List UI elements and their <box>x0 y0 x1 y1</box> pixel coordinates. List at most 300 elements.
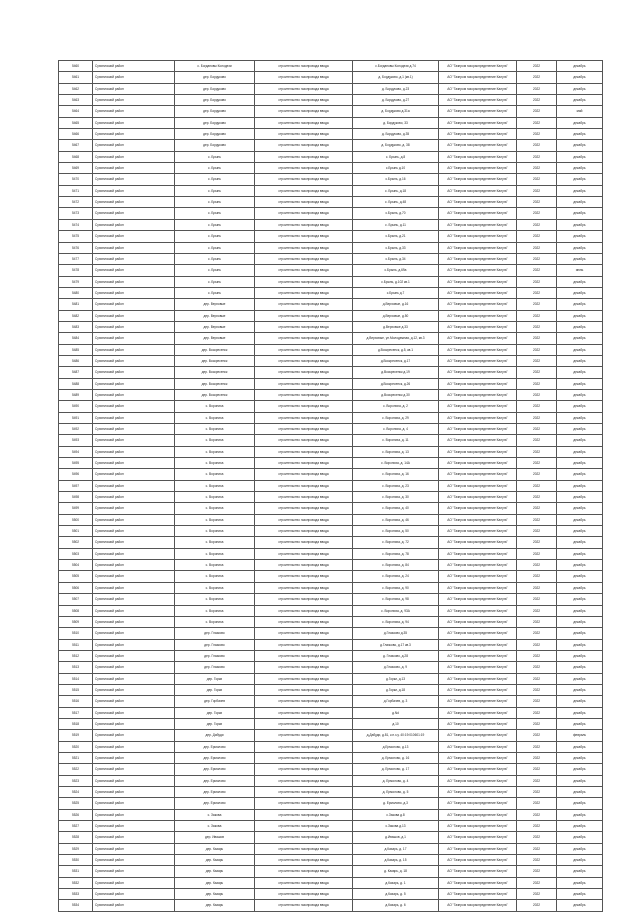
settlement-cell: дер. Глазково <box>175 628 255 639</box>
organization-cell: АО "Газпром газораспределение Калуга" <box>439 208 517 219</box>
month-cell: декабрь <box>557 900 603 911</box>
work-type-cell: строительство газопровода ввода <box>255 696 353 707</box>
address-cell: с.Брынь, д.70 <box>353 208 439 219</box>
month-cell: декабрь <box>557 696 603 707</box>
organization-cell: АО "Газпром газораспределение Калуга" <box>439 140 517 151</box>
district-cell: Сухиничский район <box>93 253 175 264</box>
year-cell: 2022 <box>517 639 557 650</box>
table-row <box>59 798 603 809</box>
address-cell: д.Казарь, д. 5 <box>353 889 439 900</box>
organization-cell: АО "Газпром газораспределение Калуга" <box>439 72 517 83</box>
organization-cell: АО "Газпром газораспределение Калуга" <box>439 832 517 843</box>
organization-cell: АО "Газпром газораспределение Калуга" <box>439 412 517 423</box>
year-cell: 2022 <box>517 95 557 106</box>
address-cell: д.Глазково д.35 <box>353 628 439 639</box>
year-cell: 2022 <box>517 866 557 877</box>
row-number-cell: 5493 <box>59 435 93 446</box>
table-row <box>59 129 603 140</box>
organization-cell: АО "Газпром газораспределение Калуга" <box>439 197 517 208</box>
district-cell: Сухиничский район <box>93 616 175 627</box>
year-cell: 2022 <box>517 231 557 242</box>
district-cell: Сухиничский район <box>93 764 175 775</box>
work-type-cell: строительство газопровода ввода <box>255 287 353 298</box>
organization-cell: АО "Газпром газораспределение Калуга" <box>439 673 517 684</box>
row-number-cell: 5512 <box>59 650 93 661</box>
month-cell: декабрь <box>557 412 603 423</box>
year-cell: 2022 <box>517 492 557 503</box>
row-number-cell: 5531 <box>59 866 93 877</box>
row-number-cell: 5490 <box>59 401 93 412</box>
organization-cell: АО "Газпром газораспределение Калуга" <box>439 560 517 571</box>
work-type-cell: строительство газопровода ввода <box>255 764 353 775</box>
month-cell: декабрь <box>557 707 603 718</box>
row-number-cell: 5504 <box>59 560 93 571</box>
year-cell: 2022 <box>517 809 557 820</box>
address-cell: с. Ворониха, д. 72 <box>353 537 439 548</box>
address-cell: д.Глазково, д.17 кв.3 <box>353 639 439 650</box>
row-number-cell: 5510 <box>59 628 93 639</box>
row-number-cell: 5498 <box>59 492 93 503</box>
year-cell: 2022 <box>517 106 557 117</box>
settlement-cell: с. Ворониха <box>175 594 255 605</box>
table-row <box>59 616 603 627</box>
table-row <box>59 185 603 196</box>
month-cell: декабрь <box>557 775 603 786</box>
row-number-cell: 5465 <box>59 117 93 128</box>
table-row <box>59 639 603 650</box>
row-number-cell: 5486 <box>59 355 93 366</box>
month-cell: декабрь <box>557 401 603 412</box>
district-cell: Сухиничский район <box>93 582 175 593</box>
table-row <box>59 662 603 673</box>
organization-cell: АО "Газпром газораспределение Калуга" <box>439 321 517 332</box>
year-cell: 2022 <box>517 843 557 854</box>
table-row <box>59 492 603 503</box>
organization-cell: АО "Газпром газораспределение Калуга" <box>439 344 517 355</box>
organization-cell: АО "Газпром газораспределение Калуга" <box>439 741 517 752</box>
work-type-cell: строительство газопровода ввода <box>255 61 353 72</box>
month-cell: декабрь <box>557 616 603 627</box>
month-cell: декабрь <box>557 889 603 900</box>
year-cell: 2022 <box>517 537 557 548</box>
row-number-cell: 5472 <box>59 197 93 208</box>
settlement-cell: с. Ворониха <box>175 401 255 412</box>
settlement-cell: дер. Глазково <box>175 650 255 661</box>
table-row <box>59 265 603 276</box>
organization-cell: АО "Газпром газораспределение Калуга" <box>439 492 517 503</box>
settlement-cell: с. Закова <box>175 821 255 832</box>
work-type-cell: строительство газопровода ввода <box>255 741 353 752</box>
settlement-cell: дер. Бордуково <box>175 129 255 140</box>
work-type-cell: строительство газопровода ввода <box>255 265 353 276</box>
organization-cell: АО "Газпром газораспределение Калуга" <box>439 662 517 673</box>
work-type-cell: строительство газопровода ввода <box>255 730 353 741</box>
organization-cell: АО "Газпром газораспределение Калуга" <box>439 378 517 389</box>
row-number-cell: 5511 <box>59 639 93 650</box>
settlement-cell: дер. Ермолово <box>175 764 255 775</box>
month-cell: декабрь <box>557 446 603 457</box>
district-cell: Сухиничский район <box>93 821 175 832</box>
address-cell: д. Ермолово, д. 16 <box>353 752 439 763</box>
row-number-cell: 5516 <box>59 696 93 707</box>
district-cell: Сухиничский район <box>93 299 175 310</box>
district-cell: Сухиничский район <box>93 514 175 525</box>
settlement-cell: с. Брынь <box>175 174 255 185</box>
organization-cell: АО "Газпром газораспределение Калуга" <box>439 775 517 786</box>
work-type-cell: строительство газопровода ввода <box>255 276 353 287</box>
district-cell: Сухиничский район <box>93 129 175 140</box>
table-row <box>59 276 603 287</box>
work-type-cell: строительство газопровода ввода <box>255 900 353 911</box>
work-type-cell: строительство газопровода ввода <box>255 299 353 310</box>
work-type-cell: строительство газопровода ввода <box>255 446 353 457</box>
organization-cell: АО "Газпром газораспределение Калуга" <box>439 174 517 185</box>
year-cell: 2022 <box>517 832 557 843</box>
settlement-cell: с. Ворониха <box>175 514 255 525</box>
organization-cell: АО "Газпром газораспределение Калуга" <box>439 61 517 72</box>
address-cell: д. Бордуково, д.1 (кв.1) <box>353 72 439 83</box>
row-number-cell: 5485 <box>59 344 93 355</box>
work-type-cell: строительство газопровода ввода <box>255 718 353 729</box>
month-cell: декабрь <box>557 333 603 344</box>
row-number-cell: 5515 <box>59 684 93 695</box>
row-number-cell: 5462 <box>59 83 93 94</box>
year-cell: 2022 <box>517 401 557 412</box>
work-type-cell: строительство газопровода ввода <box>255 174 353 185</box>
table-row <box>59 72 603 83</box>
month-cell: декабрь <box>557 208 603 219</box>
month-cell: декабрь <box>557 219 603 230</box>
settlement-cell: дер. Воскресенск <box>175 378 255 389</box>
work-type-cell: строительство газопровода ввода <box>255 140 353 151</box>
work-type-cell: строительство газопровода ввода <box>255 129 353 140</box>
address-cell: д.Дабуди, д.81, к.н.з.у. 40:19:010601:19 <box>353 730 439 741</box>
district-cell: Сухиничский район <box>93 480 175 491</box>
settlement-cell: дер. Казарь <box>175 843 255 854</box>
row-number-cell: 5514 <box>59 673 93 684</box>
district-cell: Сухиничский район <box>93 412 175 423</box>
address-cell: с. Ворониха, д. 16 <box>353 469 439 480</box>
address-cell: д.Глазково, д. 9 <box>353 662 439 673</box>
month-cell: декабрь <box>557 129 603 140</box>
year-cell: 2022 <box>517 197 557 208</box>
district-cell: Сухиничский район <box>93 560 175 571</box>
settlement-cell: с. Брынь <box>175 231 255 242</box>
row-number-cell: 5481 <box>59 299 93 310</box>
month-cell: декабрь <box>557 514 603 525</box>
year-cell: 2022 <box>517 775 557 786</box>
district-cell: Сухиничский район <box>93 503 175 514</box>
row-number-cell: 5492 <box>59 424 93 435</box>
year-cell: 2022 <box>517 378 557 389</box>
address-cell: с.Брынь, д.69а <box>353 265 439 276</box>
month-cell: декабрь <box>557 480 603 491</box>
work-type-cell: строительство газопровода ввода <box>255 752 353 763</box>
month-cell: декабрь <box>557 866 603 877</box>
year-cell: 2022 <box>517 117 557 128</box>
work-type-cell: строительство газопровода ввода <box>255 242 353 253</box>
year-cell: 2022 <box>517 628 557 639</box>
district-cell: Сухиничский район <box>93 526 175 537</box>
settlement-cell: дер. Казарь <box>175 855 255 866</box>
address-cell: с.Закова д.13 <box>353 821 439 832</box>
settlement-cell: дер. Верховые <box>175 299 255 310</box>
address-cell: с. Брынь, д.11 <box>353 219 439 230</box>
work-type-cell: строительство газопровода ввода <box>255 798 353 809</box>
organization-cell: АО "Газпром газораспределение Калуга" <box>439 582 517 593</box>
month-cell: декабрь <box>557 469 603 480</box>
table-row <box>59 696 603 707</box>
row-number-cell: 5518 <box>59 718 93 729</box>
year-cell: 2022 <box>517 560 557 571</box>
settlement-cell: с. Ворониха <box>175 526 255 537</box>
organization-cell: АО "Газпром газораспределение Калуга" <box>439 889 517 900</box>
table-row <box>59 344 603 355</box>
district-cell: Сухиничский район <box>93 446 175 457</box>
table-row <box>59 526 603 537</box>
table-row <box>59 367 603 378</box>
work-type-cell: строительство газопровода ввода <box>255 775 353 786</box>
district-cell: Сухиничский район <box>93 877 175 888</box>
settlement-cell: дер. Воскресенск <box>175 344 255 355</box>
district-cell: Сухиничский район <box>93 424 175 435</box>
district-cell: Сухиничский район <box>93 730 175 741</box>
work-type-cell: строительство газопровода ввода <box>255 310 353 321</box>
settlement-cell: дер. Казарь <box>175 889 255 900</box>
address-cell: д. Ермолово, д. 4 <box>353 775 439 786</box>
month-cell: декабрь <box>557 628 603 639</box>
organization-cell: АО "Газпром газораспределение Калуга" <box>439 821 517 832</box>
district-cell: Сухиничский район <box>93 151 175 162</box>
district-cell: Сухиничский район <box>93 718 175 729</box>
address-cell: с. Ворониха, д. 14А <box>353 458 439 469</box>
table-row <box>59 355 603 366</box>
work-type-cell: строительство газопровода ввода <box>255 843 353 854</box>
row-number-cell: 5468 <box>59 151 93 162</box>
organization-cell: АО "Газпром газораспределение Калуга" <box>439 526 517 537</box>
address-cell: д.Воскресенск д.19 <box>353 367 439 378</box>
work-type-cell: строительство газопровода ввода <box>255 151 353 162</box>
address-cell: д.Казарь, д. 1 <box>353 877 439 888</box>
settlement-cell: дер. Казарь <box>175 866 255 877</box>
address-cell: с. Ворониха, д. 13 <box>353 446 439 457</box>
organization-cell: АО "Газпром газораспределение Калуга" <box>439 389 517 400</box>
row-number-cell: 5479 <box>59 276 93 287</box>
district-cell: Сухиничский район <box>93 287 175 298</box>
organization-cell: АО "Газпром газораспределение Калуга" <box>439 877 517 888</box>
table-row <box>59 764 603 775</box>
district-cell: Сухиничский район <box>93 435 175 446</box>
district-cell: Сухиничский район <box>93 333 175 344</box>
district-cell: Сухиничский район <box>93 458 175 469</box>
address-cell: д. Бордуково д.31а <box>353 106 439 117</box>
settlement-cell: с. Ворониха <box>175 548 255 559</box>
row-number-cell: 5508 <box>59 605 93 616</box>
organization-cell: АО "Газпром газораспределение Калуга" <box>439 95 517 106</box>
district-cell: Сухиничский район <box>93 469 175 480</box>
district-cell: Сухиничский район <box>93 571 175 582</box>
settlement-cell: с. Брынь <box>175 151 255 162</box>
organization-cell: АО "Газпром газораспределение Калуга" <box>439 265 517 276</box>
work-type-cell: строительство газопровода ввода <box>255 378 353 389</box>
district-cell: Сухиничский район <box>93 809 175 820</box>
organization-cell: АО "Газпром газораспределение Калуга" <box>439 503 517 514</box>
work-type-cell: строительство газопровода ввода <box>255 662 353 673</box>
organization-cell: АО "Газпром газораспределение Калуга" <box>439 752 517 763</box>
organization-cell: АО "Газпром газораспределение Калуга" <box>439 809 517 820</box>
table-row <box>59 424 603 435</box>
month-cell: декабрь <box>557 764 603 775</box>
year-cell: 2022 <box>517 208 557 219</box>
address-cell: д.Верховые д.33 <box>353 321 439 332</box>
month-cell: декабрь <box>557 367 603 378</box>
organization-cell: АО "Газпром газораспределение Калуга" <box>439 696 517 707</box>
row-number-cell: 5524 <box>59 787 93 798</box>
address-cell: д.Верховые, д.50 <box>353 310 439 321</box>
month-cell: декабрь <box>557 798 603 809</box>
table-row <box>59 503 603 514</box>
row-number-cell: 5478 <box>59 265 93 276</box>
district-cell: Сухиничский район <box>93 117 175 128</box>
month-cell: декабрь <box>557 378 603 389</box>
settlement-cell: с. Ворониха <box>175 616 255 627</box>
month-cell: декабрь <box>557 140 603 151</box>
settlement-cell: с. Ворониха <box>175 492 255 503</box>
month-cell: декабрь <box>557 492 603 503</box>
organization-cell: АО "Газпром газораспределение Калуга" <box>439 276 517 287</box>
work-type-cell: строительство газопровода ввода <box>255 821 353 832</box>
work-type-cell: строительство газопровода ввода <box>255 367 353 378</box>
table-row <box>59 253 603 264</box>
month-cell: декабрь <box>557 242 603 253</box>
row-number-cell: 5525 <box>59 798 93 809</box>
month-cell: декабрь <box>557 809 603 820</box>
district-cell: Сухиничский район <box>93 276 175 287</box>
organization-cell: АО "Газпром газораспределение Калуга" <box>439 514 517 525</box>
month-cell: декабрь <box>557 821 603 832</box>
month-cell: декабрь <box>557 639 603 650</box>
organization-cell: АО "Газпром газораспределение Калуга" <box>439 333 517 344</box>
year-cell: 2022 <box>517 276 557 287</box>
year-cell: 2022 <box>517 446 557 457</box>
year-cell: 2022 <box>517 219 557 230</box>
address-cell: д.Казарь, д. 6 <box>353 900 439 911</box>
address-cell: д.Воскресенск, д.26 <box>353 378 439 389</box>
month-cell: декабрь <box>557 458 603 469</box>
row-number-cell: 5474 <box>59 219 93 230</box>
table-row <box>59 582 603 593</box>
organization-cell: АО "Газпром газораспределение Калуга" <box>439 355 517 366</box>
row-number-cell: 5506 <box>59 582 93 593</box>
row-number-cell: 5500 <box>59 514 93 525</box>
row-number-cell: 5501 <box>59 526 93 537</box>
month-cell: декабрь <box>557 95 603 106</box>
year-cell: 2022 <box>517 310 557 321</box>
month-cell: декабрь <box>557 605 603 616</box>
year-cell: 2022 <box>517 321 557 332</box>
month-cell: декабрь <box>557 197 603 208</box>
row-number-cell: 5520 <box>59 741 93 752</box>
organization-cell: АО "Газпром газораспределение Калуга" <box>439 219 517 230</box>
year-cell: 2022 <box>517 140 557 151</box>
address-cell: с. Ворониха, д. 84 <box>353 560 439 571</box>
settlement-cell: дер. Ермолово <box>175 741 255 752</box>
row-number-cell: 5523 <box>59 775 93 786</box>
year-cell: 2022 <box>517 741 557 752</box>
month-cell: декабрь <box>557 877 603 888</box>
work-type-cell: строительство газопровода ввода <box>255 616 353 627</box>
row-number-cell: 5463 <box>59 95 93 106</box>
work-type-cell: строительство газопровода ввода <box>255 83 353 94</box>
year-cell: 2022 <box>517 242 557 253</box>
year-cell: 2022 <box>517 696 557 707</box>
year-cell: 2022 <box>517 616 557 627</box>
year-cell: 2022 <box>517 424 557 435</box>
organization-cell: АО "Газпром газораспределение Калуга" <box>439 310 517 321</box>
table-row <box>59 560 603 571</box>
month-cell: декабрь <box>557 355 603 366</box>
address-cell: с.Брынь д.7 <box>353 287 439 298</box>
settlement-cell: с. Ворониха <box>175 446 255 457</box>
month-cell: декабрь <box>557 435 603 446</box>
work-type-cell: строительство газопровода ввода <box>255 877 353 888</box>
address-cell: с. Ворониха, д. 94 <box>353 616 439 627</box>
year-cell: 2022 <box>517 798 557 809</box>
district-cell: Сухиничский район <box>93 61 175 72</box>
district-cell: Сухиничский район <box>93 185 175 196</box>
table-row <box>59 537 603 548</box>
address-cell: д.Nd <box>353 707 439 718</box>
district-cell: Сухиничский район <box>93 163 175 174</box>
row-number-cell: 5507 <box>59 594 93 605</box>
month-cell: декабрь <box>557 843 603 854</box>
row-number-cell: 5499 <box>59 503 93 514</box>
district-cell: Сухиничский район <box>93 855 175 866</box>
organization-cell: АО "Газпром газораспределение Калуга" <box>439 628 517 639</box>
settlement-cell: с. Брынь <box>175 185 255 196</box>
row-number-cell: 5497 <box>59 480 93 491</box>
year-cell: 2022 <box>517 367 557 378</box>
district-cell: Сухиничский район <box>93 684 175 695</box>
year-cell: 2022 <box>517 174 557 185</box>
settlement-cell: дер. Ивашов <box>175 832 255 843</box>
month-cell: декабрь <box>557 185 603 196</box>
settlement-cell: дер. Ермолово <box>175 752 255 763</box>
settlement-cell: дер. Ермолово <box>175 775 255 786</box>
table-row <box>59 197 603 208</box>
table-row <box>59 219 603 230</box>
table-row <box>59 594 603 605</box>
district-cell: Сухиничский район <box>93 889 175 900</box>
district-cell: Сухиничский район <box>93 537 175 548</box>
organization-cell: АО "Газпром газораспределение Калуга" <box>439 707 517 718</box>
settlement-cell: с. Брынь <box>175 163 255 174</box>
table-row <box>59 605 603 616</box>
work-type-cell: строительство газопровода ввода <box>255 95 353 106</box>
work-type-cell: строительство газопровода ввода <box>255 185 353 196</box>
district-cell: Сухиничский район <box>93 548 175 559</box>
district-cell: Сухиничский район <box>93 321 175 332</box>
month-cell: декабрь <box>557 526 603 537</box>
address-cell: с.Брынь д.10 <box>353 163 439 174</box>
year-cell: 2022 <box>517 526 557 537</box>
year-cell: 2022 <box>517 605 557 616</box>
work-type-cell: строительство газопровода ввода <box>255 412 353 423</box>
district-cell: Сухиничский район <box>93 174 175 185</box>
table-row <box>59 446 603 457</box>
address-cell: с. Ворониха, д. 98 <box>353 594 439 605</box>
district-cell: Сухиничский район <box>93 310 175 321</box>
